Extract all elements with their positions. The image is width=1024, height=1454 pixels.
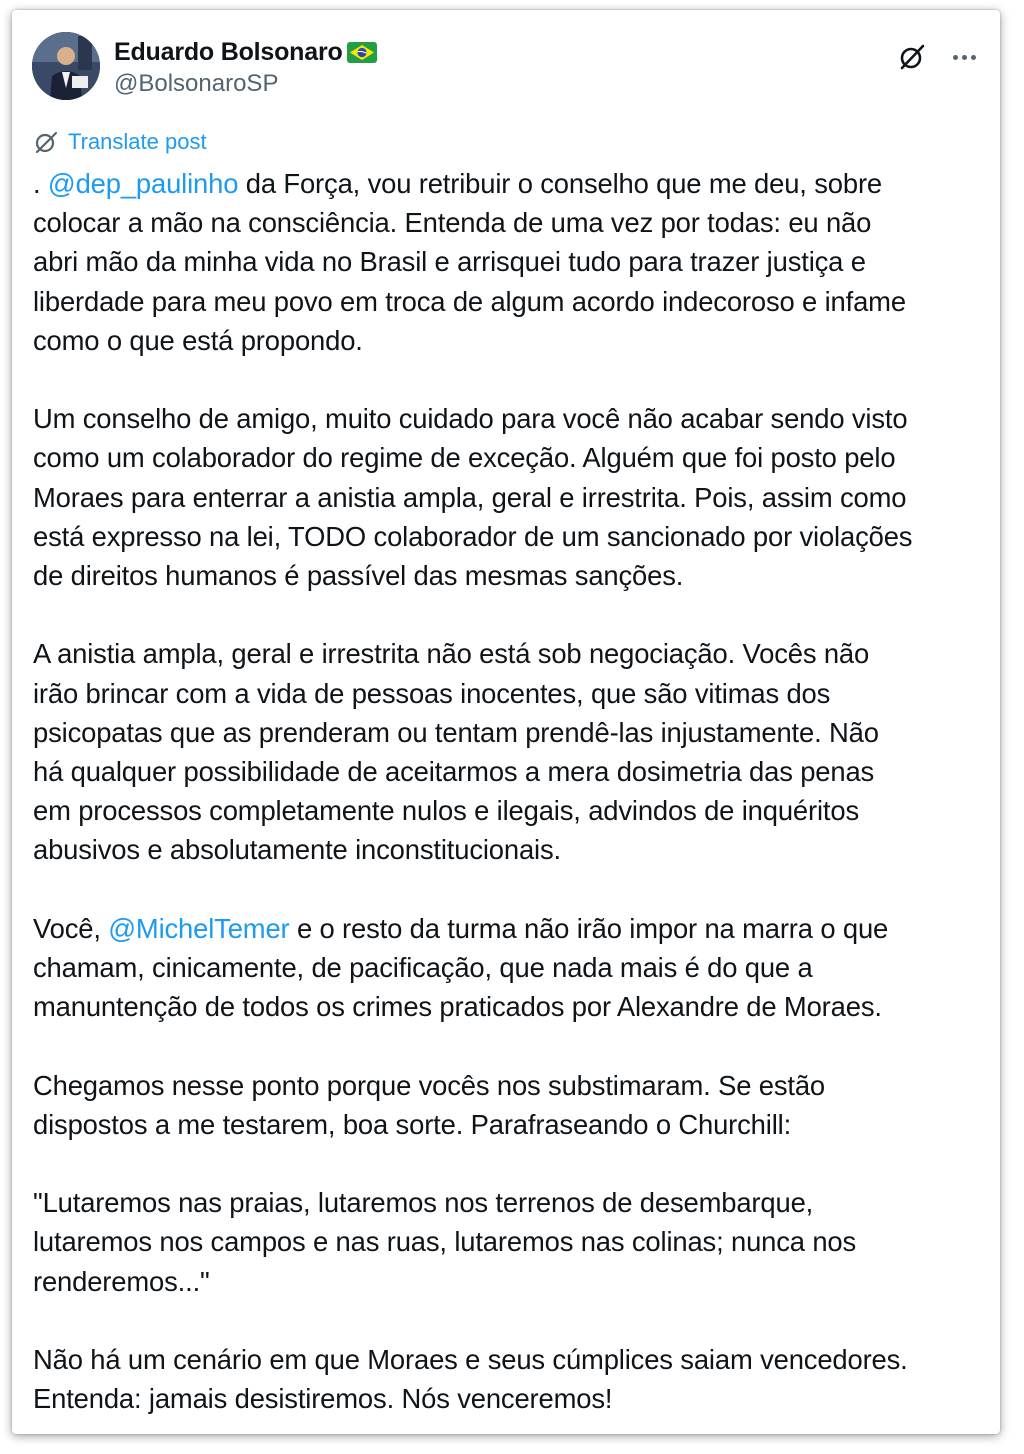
text-line: de direitos humanos é passível das mesmas sanções.: [33, 560, 684, 592]
text-line: Moraes para enterrar a anistia ampla, geral e irrestrita. Pois, assim como: [33, 481, 907, 513]
text-line: Chegamos nesse ponto porque vocês nos substimaram. Se estão: [33, 1069, 826, 1101]
header-actions: [897, 42, 978, 72]
text-prefix: .: [33, 168, 48, 199]
mention-link[interactable]: @dep_paulinho: [47, 168, 239, 199]
display-name-row: [114, 36, 377, 68]
translate-post-label: Translate post: [68, 129, 207, 154]
post-header: [32, 32, 980, 104]
avatar[interactable]: [32, 32, 100, 100]
text-prefix: Você,: [33, 912, 109, 944]
text-line: como um colaborador do regime de exceção. Alguém que foi posto pelo: [33, 442, 896, 474]
text-line: Um conselho de amigo, muito cuidado para você não acabar sendo visto: [33, 403, 908, 435]
post-card: [12, 10, 1000, 1434]
text-line: abri mão da minha vida no Brasil e arrisquei tudo para trazer justiça e: [33, 246, 866, 278]
text-line: [33, 164, 988, 203]
text-line: [33, 909, 988, 948]
display-name[interactable]: Eduardo Bolsonaro: [114, 37, 343, 66]
text-line: abusivos e absolutamente inconstitucionais.: [33, 834, 561, 866]
text-line: colocar a mão na consciência. Entenda de uma vez por todas: eu não: [33, 207, 872, 239]
text-line: Não há um cenário em que Moraes e seus cúmplices saiam vencedores.: [33, 1344, 908, 1375]
text-line: como o que está propondo.: [33, 324, 363, 356]
grok-icon[interactable]: [897, 42, 927, 72]
text-line: dispostos a me testarem, boa sorte. Parafraseando o Churchill:: [33, 1108, 792, 1140]
text-line: está expresso na lei, TODO colaborador de um sancionado por violações: [33, 520, 913, 552]
text-line: A anistia ampla, geral e irrestrita não está sob negociação. Vocês não: [33, 638, 870, 670]
text-line: manuntenção de todos os crimes praticados por Alexandre de Moraes.: [33, 991, 882, 1023]
text-line: Entenda: jamais desistiremos. Nós venceremos!: [33, 1383, 613, 1415]
text-line: renderemos...": [33, 1265, 210, 1297]
text-fragment: e o resto da turma não irão impor na marra o que: [289, 912, 889, 944]
text-line: "Lutaremos nas praias, lutaremos nos terrenos de desembarque,: [33, 1187, 814, 1219]
text-line: em processos completamente nulos e ilegais, advindos de inquéritos: [33, 795, 859, 827]
brazil-flag-icon: [347, 42, 377, 63]
avatar-photo-icon: [32, 32, 100, 100]
paragraph-4: [33, 909, 988, 1027]
text-line: chamam, cinicamente, de pacificação, que nada mais é do que a: [33, 952, 813, 984]
post-text: [33, 164, 988, 1418]
paragraph-6: [33, 1183, 988, 1301]
translate-icon: [32, 128, 60, 156]
mention-link[interactable]: @MichelTemer: [108, 912, 290, 944]
paragraph-5: [33, 1066, 988, 1144]
text-line: lutaremos nos campos e nas ruas, lutaremos nas colinas; nunca nos: [33, 1226, 857, 1258]
more-options-icon[interactable]: [951, 49, 978, 66]
text-line: liberdade para meu povo em troca de algum acordo indecoroso e infame: [33, 285, 906, 317]
paragraph-3: [33, 634, 988, 869]
author-handle[interactable]: @BolsonaroSP: [114, 70, 279, 97]
paragraph-7: [33, 1340, 988, 1418]
text-line: há qualquer possibilidade de aceitarmos a mera dosimetria das penas: [33, 756, 875, 788]
paragraph-2: [33, 399, 988, 595]
translate-post-link[interactable]: [32, 128, 207, 156]
author-names: [114, 36, 377, 98]
text-fragment: da Força, vou retribuir o conselho que me deu, sobre: [238, 168, 882, 199]
paragraph-1: [33, 164, 988, 360]
text-line: psicopatas que as prenderam ou tentam prendê-las injustamente. Não: [33, 716, 879, 748]
text-line: irão brincar com a vida de pessoas inocentes, que são vitimas dos: [33, 677, 831, 709]
